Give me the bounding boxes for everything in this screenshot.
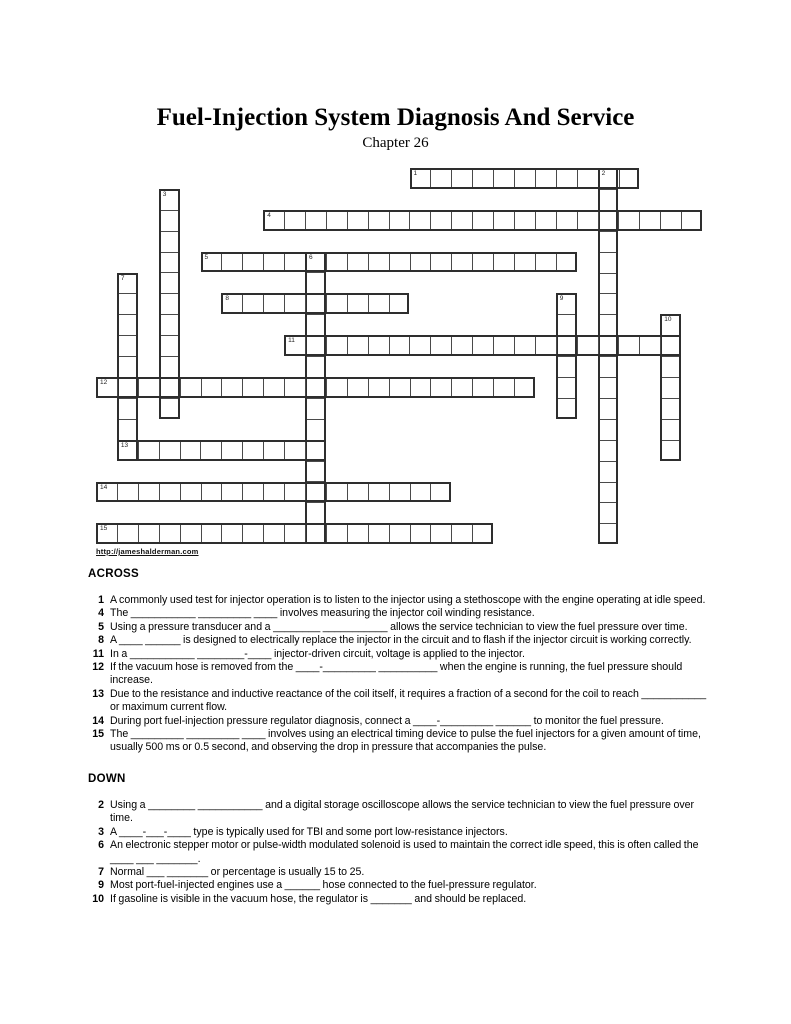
- grid-cell: [305, 442, 326, 459]
- grid-cell: [451, 170, 472, 187]
- clue-item-14: [88, 715, 708, 728]
- clue-number: 11: [92, 647, 104, 660]
- grid-cell: [600, 523, 617, 544]
- clues-section: [88, 568, 708, 906]
- clue-item-7: [88, 866, 708, 879]
- grid-cell: [284, 379, 305, 396]
- clue-item-10: [88, 893, 708, 906]
- clue-number: 8: [98, 634, 104, 647]
- grid-cell: [161, 293, 178, 314]
- grid-cell: [161, 272, 178, 293]
- grid-cell: [410, 254, 431, 271]
- grid-cell: [410, 379, 431, 396]
- grid-cell: [556, 212, 577, 229]
- clue-number: 2: [98, 798, 104, 811]
- grid-cell: [119, 356, 136, 377]
- grid-cell: [600, 252, 617, 273]
- grid-cell: [389, 212, 410, 229]
- grid-cell: [180, 484, 201, 501]
- grid-cell: [600, 461, 617, 482]
- clue-item-12: [88, 661, 708, 688]
- clue-text: Using a ________ ___________ and a digital storage oscilloscope allows the service technician to view the fuel pressure over time.: [110, 798, 695, 825]
- grid-cell: [472, 170, 493, 187]
- cell-number: 1: [413, 170, 418, 177]
- grid-cell: [556, 337, 577, 354]
- grid-cell: [284, 525, 305, 542]
- grid-cell: [347, 295, 368, 312]
- clue-item-15: [88, 728, 708, 755]
- grid-cell: [430, 170, 451, 187]
- grid-cell: [305, 337, 326, 354]
- grid-cell: [430, 337, 451, 354]
- grid-cell: [472, 525, 493, 542]
- grid-cell: [535, 254, 556, 271]
- grid-cell: [535, 170, 556, 187]
- cell-number: 12: [100, 379, 108, 386]
- down-clue-list: [88, 799, 708, 906]
- grid-cell: [430, 379, 451, 396]
- source-url-link[interactable]: http://jameshalderman.com: [96, 547, 199, 556]
- grid-cell: [284, 295, 305, 312]
- grid-cell: [326, 379, 347, 396]
- clue-item-8: [88, 634, 708, 647]
- grid-cell: [600, 273, 617, 294]
- clue-text: Using a pressure transducer and a ________ ___________ allows the service technician to view the fuel pressure over time.: [110, 620, 688, 633]
- cell-number: 15: [100, 525, 108, 533]
- grid-cell: [161, 231, 178, 252]
- crossword-word-11-across: [284, 335, 681, 356]
- clue-item-3: [88, 826, 708, 839]
- grid-cell: [201, 525, 222, 542]
- grid-cell: [410, 525, 431, 542]
- grid-cell: [180, 379, 201, 396]
- clue-number: 3: [98, 825, 104, 838]
- grid-cell: [493, 379, 514, 396]
- clue-text: Most port-fuel-injected engines use a ______ hose connected to the fuel-pressure regulator.: [110, 879, 537, 892]
- clue-text: The ___________ _________ ____ involves measuring the injector coil winding resistance.: [110, 607, 535, 620]
- grid-cell: [451, 212, 472, 229]
- grid-cell: [326, 254, 347, 271]
- grid-cell: [305, 484, 326, 501]
- grid-cell: [558, 398, 575, 419]
- clue-item-1: [88, 594, 708, 607]
- grid-cell: [307, 502, 324, 523]
- grid-cell: [284, 442, 305, 459]
- grid-cell: [556, 254, 577, 271]
- grid-cell: [577, 212, 598, 229]
- grid-cell: [558, 377, 575, 398]
- grid-cell: [263, 379, 284, 396]
- grid-cell: [263, 295, 284, 312]
- grid-cell: [263, 484, 284, 501]
- clue-number: 10: [92, 892, 104, 905]
- grid-cell: [284, 254, 305, 271]
- cell-number: 9: [559, 295, 564, 303]
- grid-cell: [138, 484, 159, 501]
- grid-cell: [639, 337, 660, 354]
- crossword-word-8-across: [221, 293, 409, 314]
- grid-cell: [600, 419, 617, 440]
- grid-cell: [305, 525, 326, 542]
- grid-cell: [161, 252, 178, 273]
- across-clue-list: [88, 594, 708, 755]
- grid-cell: [472, 379, 493, 396]
- grid-cell: [410, 484, 431, 501]
- grid-cell: [138, 525, 159, 542]
- grid-cell: [514, 337, 535, 354]
- grid-cell: [600, 440, 617, 461]
- grid-cell: [117, 379, 138, 396]
- grid-cell: [368, 254, 389, 271]
- grid-cell: [618, 212, 639, 229]
- grid-cell: [368, 295, 389, 312]
- grid-cell: [598, 212, 619, 229]
- clue-text: A commonly used test for injector operation is to listen to the injector using a stethoscope with the engine operating at idle speed.: [110, 594, 706, 606]
- clue-text: If gasoline is visible in the vacuum hose, the regulator is _______ and should be replaced.: [110, 892, 527, 905]
- grid-cell: [263, 442, 284, 459]
- grid-cell: [138, 442, 159, 459]
- grid-cell: [662, 398, 679, 419]
- grid-cell: [305, 379, 326, 396]
- grid-cell: [451, 525, 472, 542]
- grid-cell: [159, 442, 180, 459]
- grid-cell: [284, 484, 305, 501]
- grid-cell: [368, 484, 389, 501]
- crossword-word-13-across: [117, 440, 326, 461]
- grid-cell: [161, 335, 178, 356]
- grid-cell: [307, 356, 324, 377]
- grid-cell: [138, 379, 159, 396]
- grid-cell: [600, 377, 617, 398]
- grid-cell: [307, 272, 324, 293]
- grid-cell: [119, 335, 136, 356]
- cell-number: 6: [309, 253, 313, 261]
- clue-text: If the vacuum hose is removed from the ____-_________ __________ when the engine is running, the fuel pressure should increase.: [110, 661, 683, 687]
- clue-item-11: [88, 648, 708, 661]
- grid-cell: [307, 461, 324, 482]
- grid-cell: [159, 484, 180, 501]
- grid-cell: [600, 502, 617, 523]
- grid-cell: [600, 314, 617, 335]
- crossword-word-7-down: [117, 273, 138, 461]
- grid-cell: [180, 442, 201, 459]
- clue-number: 7: [98, 865, 104, 878]
- grid-cell: [451, 254, 472, 271]
- grid-cell: [326, 525, 347, 542]
- grid-cell: [493, 170, 514, 187]
- grid-cell: [660, 337, 681, 354]
- grid-cell: [200, 442, 221, 459]
- grid-cell: [221, 442, 242, 459]
- grid-cell: [681, 212, 702, 229]
- grid-cell: [368, 379, 389, 396]
- down-header: DOWN: [88, 772, 126, 785]
- grid-cell: [472, 212, 493, 229]
- grid-cell: [598, 337, 619, 354]
- grid-cell: [368, 337, 389, 354]
- grid-cell: [307, 314, 324, 335]
- cell-number: 14: [100, 483, 108, 491]
- grid-cell: [389, 337, 410, 354]
- grid-cell: [514, 212, 535, 229]
- grid-cell: [284, 212, 305, 229]
- grid-cell: [600, 293, 617, 314]
- grid-cell: [159, 525, 180, 542]
- clue-number: 15: [92, 728, 104, 741]
- grid-cell: [368, 212, 389, 229]
- grid-cell: [493, 212, 514, 229]
- grid-cell: [600, 482, 617, 503]
- grid-cell: [556, 170, 577, 187]
- grid-cell: [472, 337, 493, 354]
- cell-number: 5: [204, 253, 209, 261]
- grid-cell: [305, 295, 326, 312]
- cell-number: 11: [288, 337, 295, 345]
- grid-cell: [307, 398, 324, 419]
- grid-cell: [558, 356, 575, 377]
- grid-cell: [430, 212, 451, 229]
- grid-cell: [430, 525, 451, 542]
- grid-cell: [660, 212, 681, 229]
- grid-cell: [389, 295, 410, 312]
- grid-cell: [161, 398, 178, 419]
- grid-cell: [263, 254, 284, 271]
- crossword-word-14-across: [96, 482, 451, 503]
- grid-cell: [662, 377, 679, 398]
- clue-text: A ____-___-____ type is typically used for TBI and some port low-resistance injectors.: [110, 825, 508, 838]
- clue-number: 9: [98, 879, 104, 892]
- grid-cell: [117, 484, 138, 501]
- grid-cell: [430, 484, 451, 501]
- clue-number: 1: [98, 594, 104, 606]
- grid-cell: [263, 525, 284, 542]
- grid-cell: [242, 442, 263, 459]
- clue-item-5: [88, 621, 708, 634]
- grid-cell: [161, 210, 178, 231]
- clue-text: In a ___________ ________-____ injector-driven circuit, voltage is applied to the injector.: [110, 647, 525, 660]
- grid-cell: [389, 379, 410, 396]
- grid-cell: [535, 337, 556, 354]
- clue-text: A ____ ______ is designed to electrically replace the injector in the circuit and to flash if the injector circuit is working correctly.: [110, 634, 692, 647]
- grid-cell: [159, 379, 180, 396]
- clue-number: 13: [92, 687, 104, 700]
- grid-cell: [451, 379, 472, 396]
- grid-cell: [119, 419, 136, 440]
- grid-cell: [535, 212, 556, 229]
- grid-cell: [514, 254, 535, 271]
- clue-number: 4: [98, 607, 104, 620]
- grid-cell: [347, 525, 368, 542]
- grid-cell: [600, 189, 617, 210]
- grid-cell: [201, 379, 222, 396]
- cell-number: 10: [664, 316, 672, 324]
- grid-cell: [472, 254, 493, 271]
- grid-cell: [514, 170, 535, 187]
- grid-cell: [221, 484, 242, 501]
- grid-cell: [221, 379, 242, 396]
- grid-cell: [600, 398, 617, 419]
- grid-cell: [242, 254, 263, 271]
- grid-cell: [618, 337, 639, 354]
- cell-number: 4: [267, 211, 271, 219]
- grid-cell: [347, 484, 368, 501]
- clue-number: 14: [92, 714, 104, 727]
- across-header: ACROSS: [88, 568, 140, 580]
- clue-number: 12: [92, 661, 104, 674]
- grid-cell: [493, 254, 514, 271]
- grid-cell: [389, 525, 410, 542]
- clue-text: An electronic stepper motor or pulse-width modulated solenoid is used to maintain the correct idle speed, this is often called the ____ ___ _______.: [110, 839, 699, 865]
- grid-cell: [389, 484, 410, 501]
- grid-cell: [242, 525, 263, 542]
- grid-cell: [409, 212, 430, 229]
- clue-item-4: [88, 607, 708, 620]
- grid-cell: [117, 525, 138, 542]
- grid-cell: [368, 525, 389, 542]
- grid-cell: [558, 314, 575, 335]
- page-subtitle: Chapter 26: [362, 135, 429, 151]
- grid-cell: [326, 484, 347, 501]
- grid-cell: [600, 231, 617, 252]
- cell-number: 8: [225, 295, 230, 303]
- clue-text: During port fuel-injection pressure regulator diagnosis, connect a ____-_________ ______ to monitor the fuel pressure.: [110, 714, 664, 727]
- grid-cell: [451, 337, 472, 354]
- grid-cell: [221, 525, 242, 542]
- grid-cell: [493, 337, 514, 354]
- grid-cell: [639, 212, 660, 229]
- clue-item-13: [88, 688, 708, 715]
- grid-cell: [577, 170, 598, 187]
- grid-cell: [347, 212, 368, 229]
- grid-cell: [307, 419, 324, 440]
- grid-cell: [242, 295, 263, 312]
- grid-cell: [514, 379, 535, 396]
- clue-number: 6: [98, 839, 104, 852]
- grid-cell: [662, 440, 679, 461]
- grid-cell: [409, 337, 430, 354]
- clue-item-9: [88, 879, 708, 892]
- grid-cell: [347, 379, 368, 396]
- crossword-word-4-across: [263, 210, 702, 231]
- grid-cell: [662, 356, 679, 377]
- clue-text: Normal ___ _______ or percentage is usually 15 to 25.: [110, 865, 365, 878]
- grid-cell: [242, 484, 263, 501]
- cell-number: 2: [601, 170, 606, 177]
- grid-cell: [180, 525, 201, 542]
- clue-number: 5: [98, 620, 104, 633]
- cell-number: 13: [120, 441, 129, 449]
- grid-cell: [347, 254, 368, 271]
- clue-text: Due to the resistance and inductive reactance of the coil itself, it requires a fraction of a second for the coil to reach ___________ or maximum current flow.: [110, 687, 707, 714]
- grid-cell: [305, 212, 326, 229]
- grid-cell: [430, 254, 451, 271]
- grid-cell: [201, 484, 222, 501]
- clue-text: The _________ _________ ____ involves using an electrical timing device to pulse the fuel injectors for a given amount of time, usually 500 ms or 0.5 second, and observing the drop in pressure that accompanies the pulse.: [110, 728, 701, 754]
- clue-item-6: [88, 839, 708, 866]
- clue-item-2: [88, 799, 708, 826]
- grid-cell: [347, 337, 368, 354]
- grid-cell: [161, 356, 178, 377]
- grid-cell: [119, 398, 136, 419]
- grid-cell: [577, 337, 598, 354]
- page-title: Fuel-Injection System Diagnosis And Service: [156, 104, 635, 131]
- grid-cell: [662, 419, 679, 440]
- grid-cell: [242, 379, 263, 396]
- grid-cell: [119, 314, 136, 335]
- crossword-word-15-across: [96, 523, 493, 544]
- grid-cell: [389, 254, 410, 271]
- grid-cell: [326, 337, 347, 354]
- crossword-word-5-across: [201, 252, 577, 273]
- cell-number: 7: [120, 274, 125, 282]
- crossword-word-12-across: [96, 377, 535, 398]
- grid-cell: [619, 170, 640, 187]
- grid-cell: [221, 254, 242, 271]
- grid-cell: [326, 295, 347, 312]
- grid-cell: [161, 314, 178, 335]
- cell-number: 3: [162, 190, 167, 198]
- grid-cell: [600, 356, 617, 377]
- crossword-word-9-down: [556, 293, 577, 418]
- grid-cell: [119, 293, 136, 314]
- grid-cell: [326, 212, 347, 229]
